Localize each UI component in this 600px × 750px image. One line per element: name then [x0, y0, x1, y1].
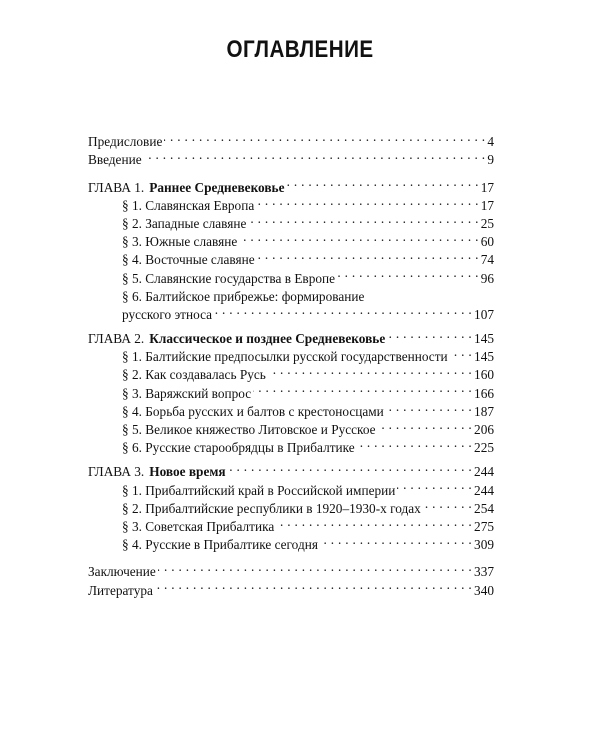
- toc-page-number: 244: [474, 482, 494, 498]
- toc-section-label: русского этноса: [122, 306, 213, 322]
- toc-page-number: 340: [474, 582, 494, 598]
- dot-leader: [337, 264, 479, 282]
- dot-leader: [144, 146, 486, 164]
- toc-entry-label: Введение: [88, 152, 142, 168]
- toc-page-number: 145: [474, 349, 494, 365]
- toc-page-number: 275: [474, 518, 494, 534]
- toc-chapter-heading: [88, 463, 226, 481]
- toc-page-number: 17: [480, 179, 494, 195]
- dot-leader: [155, 576, 472, 594]
- toc-entry-label: Предисловие: [88, 134, 163, 150]
- toc-section-label: § 2. Прибалтийские республики в 1920–1930-х годах: [122, 500, 421, 516]
- toc-page-number: 206: [474, 422, 494, 437]
- toc-page-number: 337: [474, 564, 494, 580]
- toc-page-number: 4: [487, 134, 494, 150]
- toc-page-number: 225: [474, 440, 494, 456]
- toc-section-label: § 5. Великое княжество Литовское и Русское: [122, 422, 376, 437]
- dot-leader: [423, 495, 472, 513]
- dot-leader: [257, 246, 479, 264]
- dot-leader: [158, 558, 472, 576]
- toc-page-number: 166: [474, 385, 494, 401]
- chapter-number: ГЛАВА 3.: [88, 464, 145, 480]
- toc-chapter-2: [88, 325, 494, 347]
- toc-entry-conclusion: [88, 558, 494, 580]
- toc-page-number: 17: [480, 197, 494, 213]
- toc-page-number: 160: [474, 367, 494, 383]
- dot-leader: [268, 361, 472, 379]
- toc-section-label: § 4. Восточные славяне: [122, 252, 255, 268]
- dot-leader: [387, 325, 472, 343]
- toc-section-label: § 3. Советская Прибалтика: [122, 518, 275, 534]
- toc-chapter-1: [88, 173, 494, 195]
- dot-leader: [386, 398, 472, 416]
- dot-leader: [248, 210, 478, 228]
- toc-section-label: § 6. Русские старообрядцы в Прибалтике: [122, 440, 355, 456]
- chapter-title: Раннее Средневековье: [149, 179, 285, 195]
- toc-page-number: 74: [480, 252, 494, 268]
- dot-leader: [357, 434, 472, 452]
- toc-section-label: § 1. Балтийские предпосылки русской государственности: [122, 349, 448, 365]
- chapter-title: Новое время: [149, 464, 226, 480]
- dot-leader: [320, 531, 472, 549]
- toc-page-number: 25: [480, 215, 494, 231]
- chapter-number: ГЛАВА 1.: [88, 179, 145, 195]
- toc-section-label: § 1. Прибалтийский край в Российской империи: [122, 482, 396, 498]
- dot-leader: [256, 192, 478, 210]
- table-of-contents: [88, 128, 494, 598]
- toc-page-number: 254: [474, 500, 494, 516]
- toc-section-label: § 5. Славянские государства в Европе: [122, 270, 336, 286]
- dot-leader: [378, 416, 472, 434]
- toc-entry-introduction: [88, 146, 494, 168]
- toc-page-number: 244: [474, 464, 494, 480]
- toc-section-label: § 4. Борьба русских и балтов с крестоносцами: [122, 403, 384, 419]
- toc-section-label: § 1. Славянская Европа: [122, 197, 255, 213]
- dot-leader: [450, 343, 472, 361]
- toc-entry-preface: [88, 128, 494, 150]
- toc-chapter-heading: [88, 179, 285, 197]
- dot-leader: [214, 301, 472, 319]
- toc-section-label: § 6. Балтийское прибрежье: формирование: [122, 288, 365, 304]
- dot-leader: [239, 228, 478, 246]
- toc-entry-label: Заключение: [88, 564, 156, 580]
- dot-leader: [164, 128, 485, 146]
- toc-entry-label: Литература: [88, 582, 153, 598]
- toc-section-label: § 3. Варяжский вопрос: [122, 385, 252, 401]
- page-title: ОГЛАВЛЕНИЕ: [226, 36, 374, 63]
- toc-page-number: 187: [474, 403, 494, 419]
- toc-page-number: 96: [480, 270, 494, 286]
- toc-page-number: 60: [480, 234, 494, 250]
- toc-chapter-heading: [88, 330, 385, 348]
- dot-leader: [253, 379, 472, 397]
- dot-leader: [228, 458, 472, 476]
- toc-page-number: 309: [474, 537, 494, 553]
- dot-leader: [397, 476, 472, 494]
- toc-section-label: § 2. Западные славяне: [122, 215, 247, 231]
- chapter-number: ГЛАВА 2.: [88, 331, 145, 347]
- dot-leader: [276, 513, 472, 531]
- toc-page-number: 145: [474, 331, 494, 347]
- toc-section-label: § 2. Как создавалась Русь: [122, 367, 266, 383]
- toc-section-label: § 4. Русские в Прибалтике сегодня: [122, 537, 318, 553]
- toc-page-number: 9: [487, 152, 494, 168]
- toc-page-number: 107: [474, 306, 494, 322]
- toc-section-label: § 3. Южные славяне: [122, 234, 238, 250]
- toc-chapter-3: [88, 458, 494, 480]
- dot-leader-empty: [364, 283, 494, 301]
- chapter-title: Классическое и позднее Средневековье: [149, 331, 386, 347]
- dot-leader: [287, 173, 479, 191]
